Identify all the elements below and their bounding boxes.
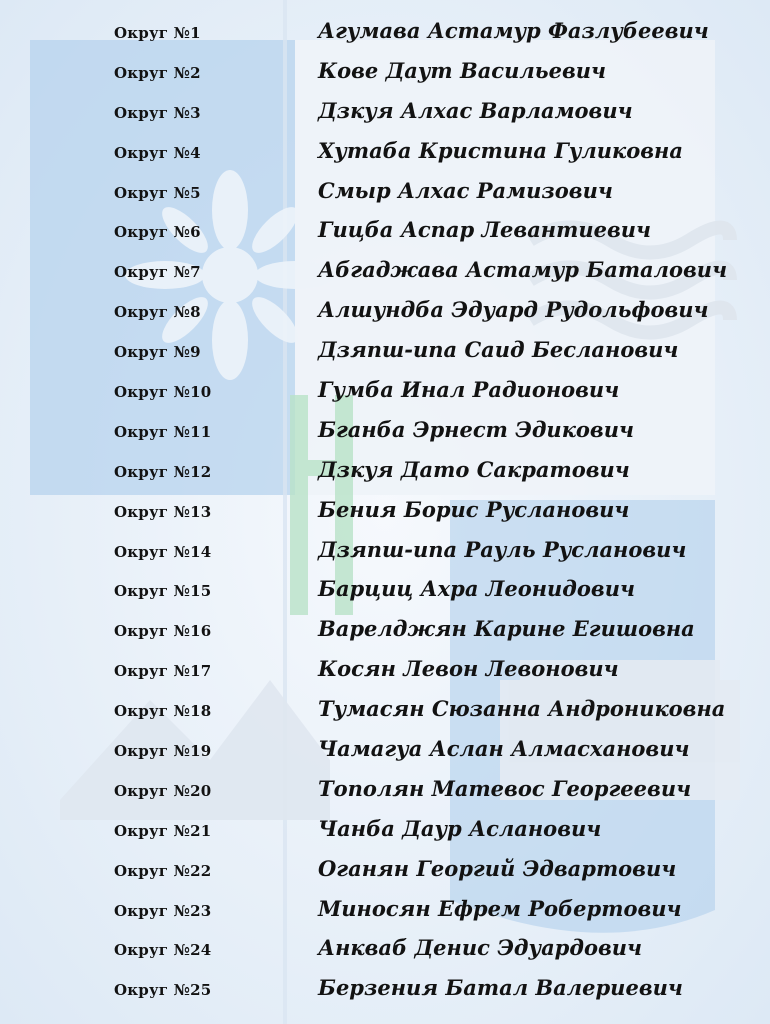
list-item xyxy=(0,692,770,732)
list-item xyxy=(0,931,770,971)
candidate-name: Хутаба Кристина Гуликовна xyxy=(318,137,683,163)
list-item xyxy=(0,293,770,333)
district-label: Округ №3 xyxy=(114,103,201,122)
district-label: Округ №7 xyxy=(114,263,201,282)
candidate-name: Тумасян Сюзанна Андрониковна xyxy=(318,696,726,722)
candidate-name: Барциц Ахра Леонидович xyxy=(318,576,635,602)
district-label: Округ №24 xyxy=(114,941,212,960)
list-item xyxy=(0,453,770,493)
list-item xyxy=(0,772,770,812)
candidate-name: Кове Даут Васильевич xyxy=(318,57,607,83)
candidate-name: Чамагуа Аслан Алмасханович xyxy=(318,736,690,762)
district-label: Округ №6 xyxy=(114,223,201,242)
list-item xyxy=(0,14,770,54)
candidate-name: Дзяпш-ипа Саид Бесланович xyxy=(318,337,679,363)
district-label: Округ №1 xyxy=(114,24,201,42)
candidate-name: Миносян Ефрем Робертович xyxy=(318,895,682,921)
candidate-name: Чанба Даур Асланович xyxy=(318,815,602,841)
district-label: Округ №12 xyxy=(114,462,212,481)
candidate-name: Агумава Астамур Фазлубеевич xyxy=(318,18,709,43)
list-item xyxy=(0,333,770,373)
district-label: Округ №13 xyxy=(114,502,212,521)
candidate-name: Алшундба Эдуард Рудольфович xyxy=(318,297,709,323)
district-label: Округ №14 xyxy=(114,542,212,561)
candidate-name: Анкваб Денис Эдуардович xyxy=(318,935,643,961)
deputies-list xyxy=(0,14,770,1011)
district-label: Округ №10 xyxy=(114,383,212,402)
candidate-name: Дзкуя Алхас Варламович xyxy=(318,97,633,123)
candidate-name: Косян Левон Левонович xyxy=(318,656,619,682)
candidate-name: Бганба Эрнест Эдикович xyxy=(318,416,634,442)
list-item xyxy=(0,213,770,253)
list-item xyxy=(0,134,770,174)
district-label: Округ №16 xyxy=(114,622,212,641)
list-item xyxy=(0,612,770,652)
district-label: Округ №19 xyxy=(114,742,212,761)
candidate-name: Оганян Георгий Эдвартович xyxy=(318,855,677,881)
list-item xyxy=(0,54,770,94)
candidate-name: Абгаджава Астамур Баталович xyxy=(318,257,728,283)
list-item xyxy=(0,652,770,692)
district-label: Округ №9 xyxy=(114,343,201,362)
district-label: Округ №2 xyxy=(114,63,201,82)
candidate-name: Дзяпш-ипа Рауль Русланович xyxy=(318,536,687,562)
district-label: Округ №25 xyxy=(114,981,212,1000)
district-label: Округ №18 xyxy=(114,702,212,721)
list-item xyxy=(0,94,770,134)
candidate-name: Гумба Инал Радионович xyxy=(318,377,620,403)
district-label: Округ №4 xyxy=(114,143,201,162)
list-item xyxy=(0,892,770,932)
district-label: Округ №15 xyxy=(114,582,212,601)
district-label: Округ №17 xyxy=(114,662,212,681)
candidate-name: Берзения Батал Валериевич xyxy=(318,975,683,1001)
list-item xyxy=(0,572,770,612)
candidate-name: Тополян Матевос Георгеевич xyxy=(318,775,692,801)
candidate-name: Варелджян Карине Егишовна xyxy=(318,616,695,642)
district-label: Округ №20 xyxy=(114,781,212,800)
list-item xyxy=(0,971,770,1011)
list-item xyxy=(0,174,770,214)
list-item xyxy=(0,493,770,533)
list-item xyxy=(0,253,770,293)
district-label: Округ №23 xyxy=(114,901,212,920)
candidate-name: Гицба Аспар Левантиевич xyxy=(318,217,652,243)
list-item xyxy=(0,852,770,892)
district-label: Округ №8 xyxy=(114,303,201,322)
list-item xyxy=(0,732,770,772)
list-item xyxy=(0,413,770,453)
list-item xyxy=(0,533,770,573)
district-label: Округ №21 xyxy=(114,821,212,840)
district-label: Округ №11 xyxy=(114,422,212,441)
list-item xyxy=(0,373,770,413)
candidate-name: Смыр Алхас Рамизович xyxy=(318,177,613,203)
list-item xyxy=(0,812,770,852)
candidate-name: Дзкуя Дато Сакратович xyxy=(318,456,630,482)
candidate-name: Бения Борис Русланович xyxy=(318,496,630,522)
district-label: Округ №22 xyxy=(114,861,212,880)
district-label: Округ №5 xyxy=(114,183,201,202)
